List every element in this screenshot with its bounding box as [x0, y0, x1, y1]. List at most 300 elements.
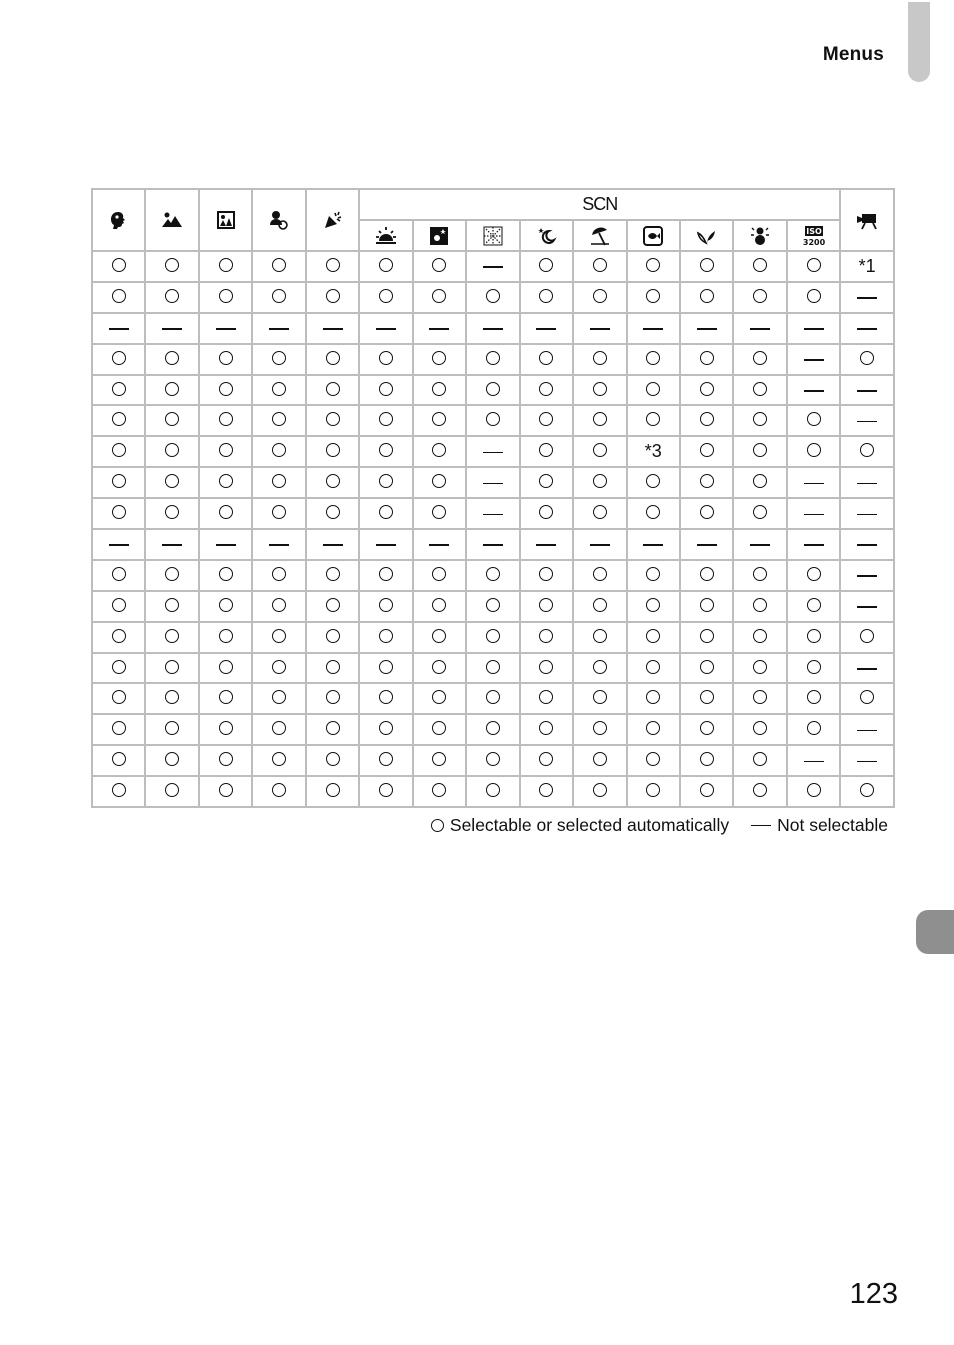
table-cell — [681, 654, 732, 683]
table-cell — [628, 468, 679, 497]
selectable-symbol — [593, 721, 607, 735]
table-cell — [841, 715, 893, 744]
selectable-symbol — [379, 412, 393, 426]
selectable-symbol — [432, 752, 446, 766]
table-cell — [521, 592, 572, 621]
table-cell — [93, 468, 144, 497]
table-cell — [146, 746, 197, 775]
table-cell — [146, 252, 197, 281]
selectable-symbol — [165, 629, 179, 643]
selectable-symbol — [326, 505, 340, 519]
selectable-symbol — [165, 474, 179, 488]
footnote-ref: *3 — [644, 441, 662, 462]
table-cell — [93, 623, 144, 652]
selectable-symbol — [219, 382, 233, 396]
selectable-symbol — [539, 289, 553, 303]
selectable-symbol — [379, 783, 393, 797]
selectable-symbol — [272, 412, 286, 426]
table-cell — [788, 376, 839, 405]
table-cell — [574, 777, 625, 806]
table-cell — [253, 746, 304, 775]
table-cell — [467, 746, 518, 775]
selectable-symbol — [379, 443, 393, 457]
table-cell — [521, 623, 572, 652]
night-scene-icon — [521, 221, 572, 250]
table-cell — [788, 715, 839, 744]
selectable-symbol — [593, 752, 607, 766]
not-selectable-symbol — [857, 297, 877, 299]
table-cell — [574, 715, 625, 744]
selectable-symbol — [700, 412, 714, 426]
selectable-symbol — [379, 660, 393, 674]
table-cell — [467, 376, 518, 405]
not-selectable-symbol — [590, 328, 610, 330]
selectable-symbol — [486, 289, 500, 303]
table-cell — [146, 437, 197, 466]
not-selectable-symbol — [376, 544, 396, 546]
table-row — [93, 715, 893, 744]
table-cell — [521, 684, 572, 713]
table-cell — [253, 252, 304, 281]
table-cell — [200, 746, 251, 775]
not-selectable-symbol — [483, 514, 503, 516]
not-selectable-symbol — [804, 544, 824, 546]
table-cell — [93, 252, 144, 281]
selectable-symbol — [432, 351, 446, 365]
selectable-symbol — [486, 598, 500, 612]
selectable-symbol — [646, 783, 660, 797]
table-cell — [521, 715, 572, 744]
table-cell — [307, 283, 358, 312]
selectable-symbol — [379, 690, 393, 704]
not-selectable-symbol — [162, 544, 182, 546]
selectable-symbol — [593, 443, 607, 457]
selectable-symbol — [326, 412, 340, 426]
selectable-symbol — [539, 258, 553, 272]
selectable-symbol — [112, 505, 126, 519]
table-cell — [628, 437, 679, 466]
table-cell — [253, 777, 304, 806]
selectable-symbol — [646, 474, 660, 488]
selectable-symbol — [379, 752, 393, 766]
not-selectable-symbol — [804, 359, 824, 361]
selectable-symbol — [486, 690, 500, 704]
table-cell — [93, 345, 144, 374]
table-cell — [521, 283, 572, 312]
mode-availability-table — [91, 188, 895, 808]
table-row — [93, 746, 893, 775]
table-cell — [841, 530, 893, 559]
table-cell — [253, 314, 304, 343]
table-cell — [467, 314, 518, 343]
selectable-symbol — [326, 443, 340, 457]
selectable-symbol — [219, 752, 233, 766]
table-row — [93, 468, 893, 497]
table-cell — [200, 345, 251, 374]
table-cell — [788, 530, 839, 559]
selectable-symbol — [700, 474, 714, 488]
not-selectable-symbol — [216, 328, 236, 330]
selectable-symbol — [112, 258, 126, 272]
selectable-symbol — [700, 443, 714, 457]
table-cell — [574, 283, 625, 312]
table-cell — [521, 376, 572, 405]
table-cell — [307, 777, 358, 806]
selectable-symbol — [753, 721, 767, 735]
table-cell — [574, 654, 625, 683]
table-cell — [681, 746, 732, 775]
not-selectable-symbol — [751, 825, 771, 827]
table-cell — [734, 376, 785, 405]
selectable-symbol — [112, 289, 126, 303]
selectable-symbol — [593, 258, 607, 272]
selectable-symbol — [860, 351, 874, 365]
table-cell — [414, 530, 465, 559]
not-selectable-symbol — [109, 328, 129, 330]
table-cell — [200, 437, 251, 466]
table-cell — [788, 252, 839, 281]
not-selectable-symbol — [857, 544, 877, 546]
selectable-symbol — [326, 258, 340, 272]
selectable-symbol — [432, 567, 446, 581]
selectable-symbol — [272, 721, 286, 735]
selectable-symbol — [165, 598, 179, 612]
not-selectable-symbol — [857, 390, 877, 392]
selectable-symbol — [326, 752, 340, 766]
table-cell — [307, 406, 358, 435]
table-cell — [253, 406, 304, 435]
selectable-symbol — [539, 412, 553, 426]
selectable-symbol — [646, 690, 660, 704]
selectable-symbol — [272, 567, 286, 581]
table-cell — [574, 345, 625, 374]
selectable-symbol — [272, 289, 286, 303]
table-cell — [788, 437, 839, 466]
table-cell — [93, 376, 144, 405]
table-cell — [414, 406, 465, 435]
table-cell — [414, 777, 465, 806]
table-cell — [521, 468, 572, 497]
table-cell — [146, 314, 197, 343]
table-cell — [414, 345, 465, 374]
selectable-symbol — [753, 752, 767, 766]
selectable-symbol — [165, 660, 179, 674]
table-cell — [93, 684, 144, 713]
selectable-symbol — [807, 598, 821, 612]
kids-pets-icon — [200, 190, 251, 250]
selectable-symbol — [326, 629, 340, 643]
selectable-symbol — [379, 351, 393, 365]
table-cell — [841, 777, 893, 806]
selectable-symbol — [700, 598, 714, 612]
table-cell — [841, 468, 893, 497]
table-cell — [574, 376, 625, 405]
table-cell — [307, 746, 358, 775]
table-cell — [414, 746, 465, 775]
table-cell — [681, 684, 732, 713]
selectable-symbol — [165, 351, 179, 365]
selectable-symbol — [593, 783, 607, 797]
selectable-symbol — [219, 443, 233, 457]
table-cell — [788, 684, 839, 713]
selectable-symbol — [165, 382, 179, 396]
table-cell — [467, 623, 518, 652]
table-cell — [414, 283, 465, 312]
chapter-tab — [908, 2, 930, 82]
table-cell — [200, 561, 251, 590]
selectable-symbol — [646, 660, 660, 674]
table-cell — [681, 437, 732, 466]
selectable-symbol — [486, 783, 500, 797]
table-cell — [307, 623, 358, 652]
sunset-icon — [360, 221, 411, 250]
table-cell — [200, 715, 251, 744]
table-cell — [734, 437, 785, 466]
table-cell — [841, 561, 893, 590]
table-cell — [253, 592, 304, 621]
table-cell — [734, 684, 785, 713]
selectable-symbol — [112, 351, 126, 365]
table-cell — [146, 715, 197, 744]
selectable-symbol — [807, 690, 821, 704]
selectable-symbol — [593, 660, 607, 674]
selectable-symbol — [272, 660, 286, 674]
table-cell — [681, 715, 732, 744]
selectable-symbol — [165, 783, 179, 797]
table-cell — [200, 283, 251, 312]
table-cell — [200, 252, 251, 281]
table-cell — [628, 406, 679, 435]
table-cell — [788, 561, 839, 590]
not-selectable-symbol — [483, 266, 503, 268]
table-cell — [681, 777, 732, 806]
table-cell — [734, 499, 785, 528]
table-cell — [788, 406, 839, 435]
not-selectable-symbol — [857, 328, 877, 330]
table-cell — [253, 715, 304, 744]
table-cell — [467, 252, 518, 281]
selectable-symbol — [379, 258, 393, 272]
not-selectable-symbol — [804, 761, 824, 763]
table-cell — [628, 252, 679, 281]
table-cell — [681, 283, 732, 312]
selectable-symbol — [165, 289, 179, 303]
table-cell — [414, 592, 465, 621]
selectable-symbol — [219, 690, 233, 704]
table-cell — [628, 746, 679, 775]
selectable-symbol — [219, 289, 233, 303]
table-cell — [521, 499, 572, 528]
table-cell — [574, 499, 625, 528]
table-cell — [307, 499, 358, 528]
selectable-symbol — [700, 289, 714, 303]
table-cell — [628, 314, 679, 343]
table-cell — [360, 654, 411, 683]
table-cell — [574, 746, 625, 775]
table-cell — [734, 252, 785, 281]
table-cell — [788, 345, 839, 374]
selectable-symbol — [539, 443, 553, 457]
selectable-symbol — [112, 752, 126, 766]
table-cell — [360, 746, 411, 775]
selectable-symbol — [486, 752, 500, 766]
selectable-symbol — [165, 258, 179, 272]
table-row — [93, 684, 893, 713]
selectable-symbol — [753, 258, 767, 272]
selectable-symbol — [165, 443, 179, 457]
selectable-symbol — [165, 505, 179, 519]
selectable-symbol — [860, 690, 874, 704]
header-row-1 — [93, 190, 893, 219]
table-cell — [414, 437, 465, 466]
not-selectable-symbol — [162, 328, 182, 330]
not-selectable-symbol — [216, 544, 236, 546]
table-cell — [93, 654, 144, 683]
table-row — [93, 437, 893, 466]
party-icon — [307, 190, 358, 250]
not-selectable-symbol — [269, 544, 289, 546]
selectable-symbol — [112, 721, 126, 735]
selectable-symbol — [326, 721, 340, 735]
table-cell — [574, 252, 625, 281]
selectable-symbol — [539, 505, 553, 519]
not-selectable-symbol — [750, 328, 770, 330]
table-cell — [841, 654, 893, 683]
table-cell — [467, 468, 518, 497]
selectable-symbol — [112, 660, 126, 674]
not-selectable-symbol — [323, 328, 343, 330]
not-selectable-symbol — [590, 544, 610, 546]
legend-selectable-text: Selectable or selected automatically — [449, 815, 730, 835]
selectable-symbol — [379, 382, 393, 396]
table-cell — [146, 376, 197, 405]
table-cell — [307, 252, 358, 281]
table-cell — [146, 345, 197, 374]
table-cell — [574, 530, 625, 559]
selectable-symbol — [219, 351, 233, 365]
table-cell — [200, 406, 251, 435]
table-cell — [200, 654, 251, 683]
section-header: Menus — [822, 44, 884, 65]
selectable-symbol — [165, 412, 179, 426]
table-cell — [253, 499, 304, 528]
not-selectable-symbol — [857, 514, 877, 516]
selectable-symbol — [539, 660, 553, 674]
table-cell — [734, 345, 785, 374]
table-cell — [360, 345, 411, 374]
table-cell — [681, 623, 732, 652]
table-cell — [841, 252, 893, 281]
selectable-symbol — [379, 598, 393, 612]
selectable-symbol — [646, 567, 660, 581]
selectable-symbol — [272, 258, 286, 272]
table-cell — [521, 252, 572, 281]
table-cell — [146, 777, 197, 806]
selectable-symbol — [700, 660, 714, 674]
table-cell — [93, 314, 144, 343]
selectable-symbol — [539, 721, 553, 735]
table-cell — [467, 715, 518, 744]
selectable-symbol — [431, 819, 444, 832]
table-row — [93, 314, 893, 343]
not-selectable-symbol — [697, 544, 717, 546]
table-cell — [841, 592, 893, 621]
footnote-ref: *1 — [858, 255, 876, 276]
selectable-symbol — [219, 412, 233, 426]
table-cell — [841, 376, 893, 405]
table-cell — [253, 468, 304, 497]
table-cell — [734, 406, 785, 435]
table-cell — [93, 746, 144, 775]
selectable-symbol — [539, 752, 553, 766]
table-cell — [307, 561, 358, 590]
movie-icon — [841, 190, 893, 250]
selectable-symbol — [860, 783, 874, 797]
selectable-symbol — [272, 351, 286, 365]
selectable-symbol — [219, 660, 233, 674]
table-cell — [146, 561, 197, 590]
selectable-symbol — [326, 351, 340, 365]
table-cell — [360, 376, 411, 405]
table-cell — [681, 406, 732, 435]
selectable-symbol — [807, 629, 821, 643]
table-cell — [467, 345, 518, 374]
selectable-symbol — [379, 567, 393, 581]
table-cell — [521, 561, 572, 590]
not-selectable-symbol — [429, 328, 449, 330]
table-cell — [360, 437, 411, 466]
legend — [431, 815, 888, 836]
selectable-symbol — [326, 690, 340, 704]
selectable-symbol — [165, 752, 179, 766]
table-cell — [467, 406, 518, 435]
table-cell — [788, 499, 839, 528]
table-cell — [146, 283, 197, 312]
table-cell — [307, 592, 358, 621]
selectable-symbol — [326, 660, 340, 674]
selectable-symbol — [219, 598, 233, 612]
not-selectable-symbol — [857, 421, 877, 423]
table-cell — [521, 654, 572, 683]
table-cell — [307, 684, 358, 713]
selectable-symbol — [272, 783, 286, 797]
table-cell — [574, 684, 625, 713]
selectable-symbol — [753, 598, 767, 612]
selectable-symbol — [539, 567, 553, 581]
table-cell — [788, 283, 839, 312]
selectable-symbol — [272, 629, 286, 643]
table-cell — [307, 345, 358, 374]
table-cell — [841, 406, 893, 435]
table-cell — [253, 530, 304, 559]
table-cell — [93, 561, 144, 590]
table-cell — [307, 468, 358, 497]
table-cell — [734, 654, 785, 683]
table-cell — [414, 654, 465, 683]
table-cell — [253, 345, 304, 374]
not-selectable-symbol — [857, 668, 877, 670]
table-cell — [521, 437, 572, 466]
selectable-symbol — [807, 567, 821, 581]
table-cell — [360, 777, 411, 806]
selectable-symbol — [593, 351, 607, 365]
table-cell — [734, 623, 785, 652]
table-cell — [146, 654, 197, 683]
selectable-symbol — [646, 752, 660, 766]
table-cell — [146, 468, 197, 497]
portrait-icon — [93, 190, 144, 250]
table-row — [93, 777, 893, 806]
